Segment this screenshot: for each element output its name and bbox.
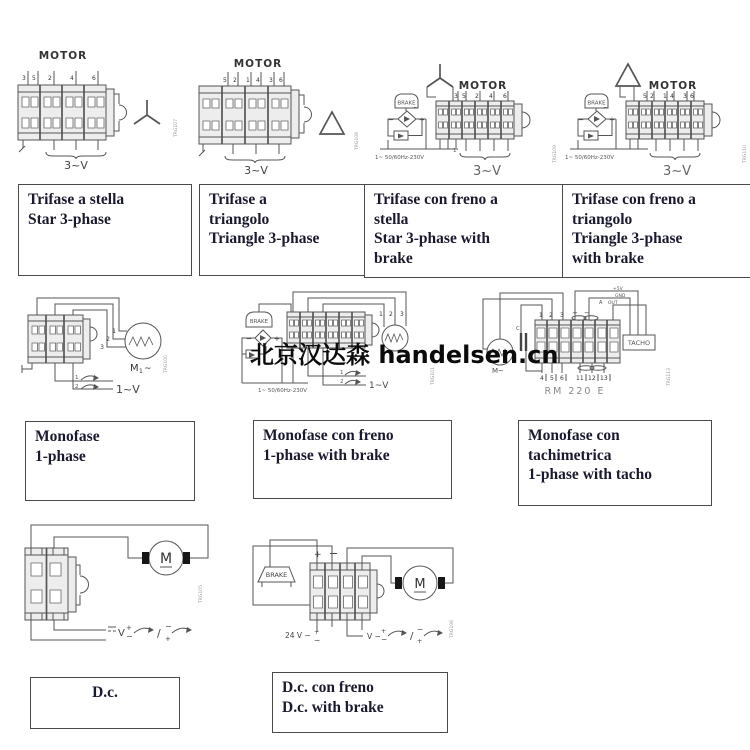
caption-line: Monofase con <box>528 427 620 444</box>
svg-text:5: 5 <box>223 77 227 84</box>
svg-text:6: 6 <box>279 77 283 84</box>
svg-text:1: 1 <box>379 311 383 318</box>
svg-text:OUT: OUT <box>608 301 618 306</box>
svg-text:12: 12 <box>588 375 596 382</box>
svg-text:BRAKE: BRAKE <box>397 100 416 107</box>
svg-text:+: + <box>126 624 132 632</box>
drawing-ref: TRG113 <box>667 368 672 386</box>
svg-text:1~ 50/60Hz-230V: 1~ 50/60Hz-230V <box>258 388 307 394</box>
diagram-dc <box>18 515 218 660</box>
caption-line: Star 3-phase <box>28 210 111 228</box>
svg-text:2: 2 <box>340 379 344 385</box>
dc-supply-symbols <box>285 625 443 645</box>
caption-line: triangolo <box>572 210 633 228</box>
svg-text:13: 13 <box>600 375 608 382</box>
caption-line: Triangle 3-phase <box>572 230 683 248</box>
caption-line: D.c. <box>92 684 118 701</box>
motor-label: MOTOR <box>38 50 88 62</box>
svg-text:3: 3 <box>683 93 687 100</box>
svg-text:3: 3 <box>560 312 564 319</box>
terminal-numbers <box>223 72 284 86</box>
wire-numbers <box>379 311 404 318</box>
svg-text:5: 5 <box>550 375 554 382</box>
svg-text:BRAKE: BRAKE <box>265 571 288 579</box>
caption-triangle-3phase-brake <box>562 184 750 278</box>
svg-text:11: 11 <box>576 375 584 382</box>
brake-circuit <box>388 94 426 149</box>
svg-text:BRAKE: BRAKE <box>587 100 606 107</box>
svg-text:/: / <box>410 631 414 642</box>
terminal-block <box>199 86 311 144</box>
svg-text:5: 5 <box>462 93 466 100</box>
drawing-ref: TRG100 <box>164 355 169 373</box>
svg-text:6: 6 <box>92 75 96 82</box>
terminal-block <box>28 315 97 363</box>
svg-text:3: 3 <box>22 75 26 82</box>
dc-supply-symbols <box>108 622 192 643</box>
svg-text:+: + <box>417 637 423 645</box>
motor-circle <box>125 323 161 359</box>
caption-line: D.c. with brake <box>282 698 384 716</box>
caption-line: 1-phase with brake <box>263 446 390 464</box>
svg-text:−: − <box>578 116 584 124</box>
svg-text:TACHO: TACHO <box>627 339 651 347</box>
svg-text:1: 1 <box>75 375 79 381</box>
svg-text:5: 5 <box>32 75 36 82</box>
svg-text:2: 2 <box>475 93 479 100</box>
svg-text:+: + <box>609 116 615 124</box>
svg-text:2: 2 <box>75 384 79 390</box>
caption-dc-brake <box>272 672 448 733</box>
svg-text:4: 4 <box>256 77 260 84</box>
tacho-box <box>623 335 655 350</box>
caption-line: Monofase <box>35 428 100 445</box>
svg-text:−: − <box>417 625 424 634</box>
svg-text:2: 2 <box>389 311 393 318</box>
plus-label: + <box>314 550 322 560</box>
model-label: RM 220 E <box>544 386 606 397</box>
caption-line: D.c. con freno <box>282 679 374 696</box>
caption-line: Monofase con freno <box>263 427 394 444</box>
drawing-ref: TRG109 <box>553 145 558 163</box>
motor-label: MOTOR <box>233 58 283 70</box>
caption-1phase-brake <box>253 420 452 499</box>
brake-circuit <box>578 94 616 149</box>
supply-label: 3~V <box>662 164 692 179</box>
svg-text:+: + <box>274 335 280 343</box>
svg-text:4: 4 <box>670 93 674 100</box>
svg-text:1: 1 <box>539 312 543 319</box>
diagram-star-3phase <box>15 42 185 172</box>
svg-text:4: 4 <box>489 93 493 100</box>
svg-text:+: + <box>572 309 578 317</box>
svg-text:3: 3 <box>400 311 404 318</box>
motor-label: MOTOR <box>648 80 698 92</box>
svg-text:GND: GND <box>615 294 626 299</box>
terminal-block <box>25 548 88 620</box>
svg-text:~: ~ <box>413 104 419 112</box>
svg-text:2: 2 <box>48 75 52 82</box>
svg-text:+5V: +5V <box>613 287 623 292</box>
svg-text:6: 6 <box>690 93 694 100</box>
caption-line: Trifase con freno a <box>374 191 498 208</box>
supply-label: 3~V <box>64 159 88 172</box>
caption-1phase <box>25 421 195 501</box>
svg-text:+: + <box>165 635 171 643</box>
svg-text:24 V −: 24 V − <box>285 631 311 640</box>
drawing-ref: TRG105 <box>199 585 204 603</box>
diagram-star-3phase-brake <box>370 45 560 180</box>
svg-text:2: 2 <box>106 336 110 343</box>
svg-text:4: 4 <box>70 75 74 82</box>
caption-dc <box>30 677 180 729</box>
lead-number: 1 <box>453 148 457 154</box>
motor-circle <box>395 566 445 600</box>
tacho-wire-labels <box>599 286 626 306</box>
supply-label: 3~V <box>472 164 502 179</box>
caption-line: with brake <box>572 249 644 267</box>
watermark-text: 北京汉达森 handelsen.cn <box>250 341 559 369</box>
svg-text:4: 4 <box>540 375 544 382</box>
svg-text:C: C <box>516 326 520 332</box>
caption-line: Triangle 3-phase <box>209 230 320 248</box>
svg-text:/: / <box>157 627 161 640</box>
svg-text:BRAKE: BRAKE <box>249 319 269 325</box>
svg-text:+: + <box>381 627 387 635</box>
supply-leads <box>460 139 510 160</box>
svg-text:−: − <box>126 632 133 641</box>
motor-label: M~ <box>492 367 504 375</box>
wire-numbers <box>539 312 564 319</box>
caption-line: Star 3-phase with <box>374 230 490 248</box>
svg-text:+: + <box>419 116 425 124</box>
minus-label: − <box>329 547 339 560</box>
reversing-wires <box>22 363 113 390</box>
svg-text:2: 2 <box>549 312 553 319</box>
motor-circle <box>142 541 190 575</box>
svg-text:3: 3 <box>100 344 104 351</box>
terminal-numbers <box>643 91 694 101</box>
svg-text:2: 2 <box>233 77 237 84</box>
svg-text:A: A <box>599 300 603 306</box>
svg-text:−: − <box>381 635 388 644</box>
caption-line: 1-phase with tacho <box>528 466 653 484</box>
svg-text:~: ~ <box>144 364 152 374</box>
svg-text:3: 3 <box>269 77 273 84</box>
svg-text:−: − <box>246 335 252 343</box>
caption-line: triangolo <box>209 210 270 228</box>
terminal-numbers <box>454 91 508 101</box>
svg-text:−: − <box>584 309 590 317</box>
drawing-ref: TRG108 <box>355 132 360 150</box>
supply-leads <box>19 140 106 159</box>
svg-text:+: + <box>314 628 320 636</box>
svg-text:−: − <box>314 636 321 645</box>
drawing-ref: TRG101 <box>431 367 436 385</box>
svg-text:V: V <box>118 628 125 639</box>
drawing-ref: TRG107 <box>174 119 179 137</box>
svg-text:5: 5 <box>643 93 647 100</box>
terminal-block <box>18 85 127 140</box>
terminal-block <box>626 101 720 139</box>
terminal-block <box>310 563 384 620</box>
caption-line: Trifase a <box>209 191 267 208</box>
drawing-ref: TRG110 <box>743 145 748 163</box>
caption-line: tachimetrica <box>528 446 612 464</box>
triangle-icon <box>616 64 640 86</box>
diagram-triangle-3phase <box>195 55 365 177</box>
caption-star-3phase <box>18 184 192 276</box>
diagram-1phase <box>15 285 205 410</box>
caption-line: Trifase con freno a <box>572 191 696 208</box>
motor-label <box>130 363 152 375</box>
diagram-dc-brake <box>245 510 460 660</box>
svg-text:6: 6 <box>560 375 564 382</box>
motor-label: M <box>159 551 173 567</box>
mains-label: 1~ 50/60Hz-230V <box>375 155 424 161</box>
caption-triangle-3phase <box>199 184 376 276</box>
svg-text:V −: V − <box>367 632 381 641</box>
svg-text:6: 6 <box>503 93 507 100</box>
motor-label: MOTOR <box>458 80 508 92</box>
svg-text:1: 1 <box>246 77 250 84</box>
caption-1phase-tacho <box>518 420 712 506</box>
supply-label: 1~V <box>116 383 140 396</box>
svg-text:1: 1 <box>112 328 116 335</box>
caption-star-3phase-brake <box>364 184 571 278</box>
svg-text:−: − <box>165 622 172 631</box>
svg-text:M: M <box>130 363 139 374</box>
caption-line: stella <box>374 210 409 228</box>
svg-text:2: 2 <box>650 93 654 100</box>
supply-leads <box>199 144 285 163</box>
brake-box <box>258 567 295 587</box>
caption-line: 1-phase <box>35 447 86 465</box>
svg-text:1: 1 <box>340 370 344 376</box>
svg-text:1: 1 <box>663 93 667 100</box>
supply-leads <box>650 139 700 160</box>
terminal-block <box>436 101 530 139</box>
drawing-ref: TRG106 <box>450 620 455 638</box>
terminal-numbers <box>22 71 98 85</box>
triangle-icon <box>320 112 344 134</box>
caption-line: Trifase a stella <box>28 191 125 208</box>
jumper-loops <box>572 309 598 320</box>
svg-text:1: 1 <box>139 368 143 375</box>
svg-text:~: ~ <box>603 104 609 112</box>
star-icon <box>134 100 160 124</box>
supply-label: 1~V <box>369 381 389 391</box>
svg-text:−: − <box>388 116 394 124</box>
supply-label: 3~V <box>244 164 268 177</box>
diagram-triangle-3phase-brake <box>560 45 750 180</box>
mains-label: 1~ 50/60Hz-230V <box>565 155 614 161</box>
motor-label: M <box>414 577 426 592</box>
caption-line: brake <box>374 249 413 267</box>
svg-text:3: 3 <box>454 93 458 100</box>
star-icon <box>427 64 453 87</box>
